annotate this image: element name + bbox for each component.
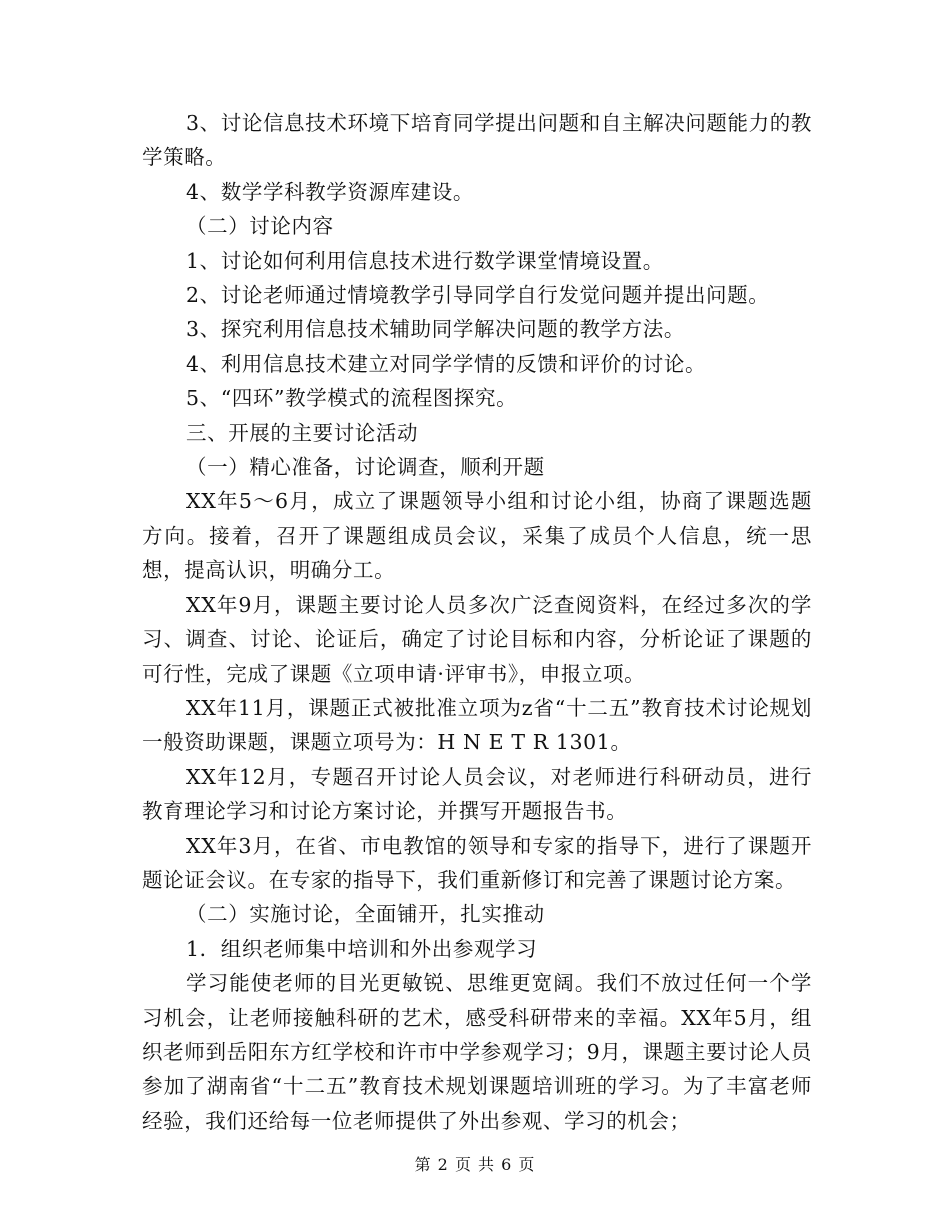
paragraph: 学习能使老师的目光更敏锐、思维更宽阔。我们不放过任何一个学习机会，让老师接触科研的艺术，感受科研带来的幸福。XX年5月，组织老师到岳阳东方红学校和许市中学参观学习；9月，课题主要讨论人员参加了湖南省“十二五”教育技术规划课题培训班的学习。为了丰富老师经验，我们还给每一位老师提供了外出参观、学习的机会； [142,971,812,1133]
paragraph: XX年11月，课题正式被批准立项为z省“十二五”教育技术讨论规划一般资助课题，课题立项号为：H N E T R 1301。 [142,695,812,755]
paragraph: XX年9月，课题主要讨论人员多次广泛查阅资料，在经过多次的学习、调查、讨论、论证后，确定了讨论目标和内容，分析论证了课题的可行性，完成了课题《立项申请·评审书》，申报立项。 [142,592,812,686]
paragraph: 3、探究利用信息技术辅助同学解决问题的教学方法。 [186,317,685,342]
section-heading: （二）讨论内容 [186,214,334,239]
paragraph: 3、讨论信息技术环境下培育同学提出问题和自主解决问题能力的教学策略。 [142,111,812,170]
paragraph: 5、“四环”教学模式的流程图探究。 [186,386,518,411]
paragraph: 2、讨论老师通过情境教学引导同学自行发觉问题并提出问题。 [186,283,770,308]
section-heading: （二）实施讨论，全面铺开，扎实推动 [186,902,545,927]
section-heading: 三、开展的主要讨论活动 [186,420,419,445]
paragraph: 4、数学学科教学资源库建设。 [186,179,474,204]
paragraph: XX年5～6月，成立了课题领导小组和讨论小组，协商了课题选题方向。接着，召开了课题组成员会议，采集了成员个人信息，统一思想，提高认识，明确分工。 [142,489,812,583]
paragraph: XX年12月，专题召开讨论人员会议，对老师进行科研动员，进行教育理论学习和讨论方案讨论，并撰写开题报告书。 [142,764,812,824]
paragraph: 1、讨论如何利用信息技术进行数学课堂情境设置。 [186,248,664,273]
paragraph: 4、利用信息技术建立对同学学情的反馈和评价的讨论。 [186,351,707,376]
document-body [142,106,812,1138]
page-footer: 第 2 页 共 6 页 [414,1155,536,1174]
section-heading: 1．组织老师集中培训和外出参观学习 [186,936,538,961]
section-heading: （一）精心准备，讨论调查，顺利开题 [186,455,545,480]
paragraph: XX年3月，在省、市电教馆的领导和专家的指导下，进行了课题开题论证会议。在专家的指导下，我们重新修订和完善了课题讨论方案。 [142,833,812,892]
